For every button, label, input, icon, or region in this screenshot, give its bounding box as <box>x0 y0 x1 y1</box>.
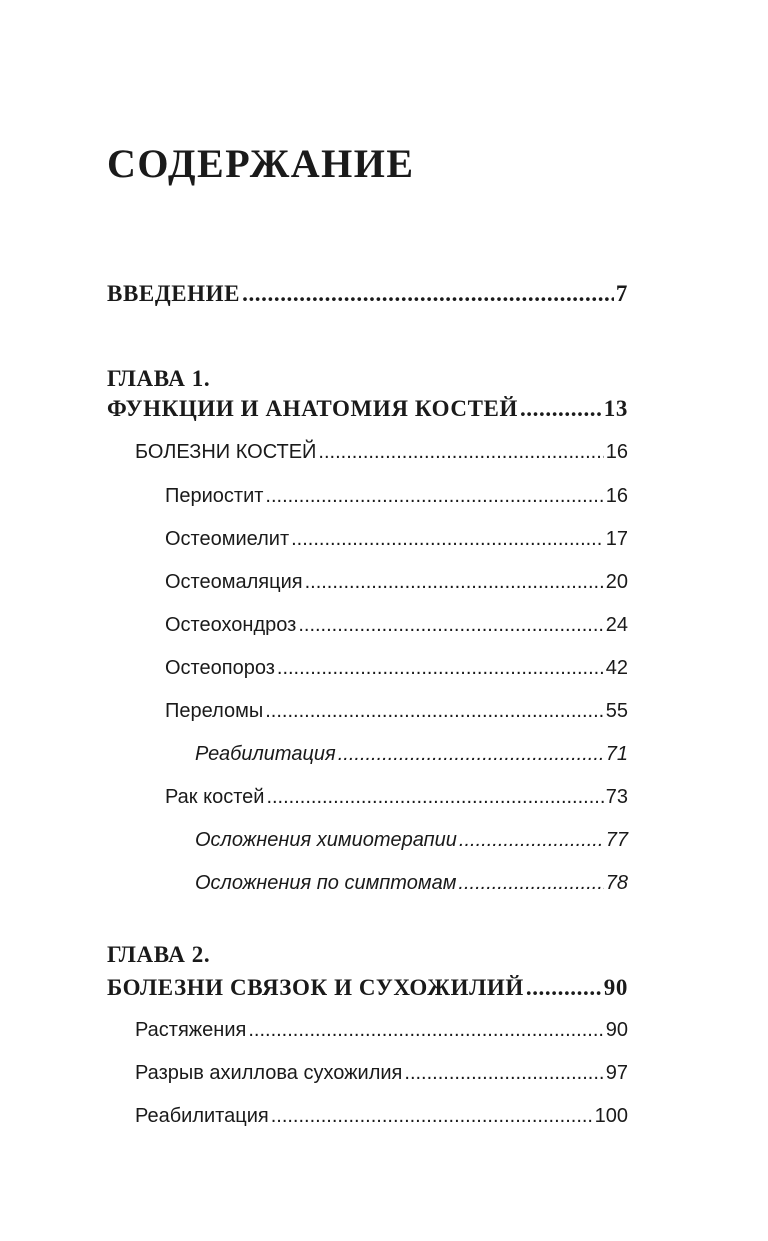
toc-page-number: 7 <box>615 281 628 306</box>
dot-leader <box>459 829 604 852</box>
toc-page-number: 13 <box>603 396 628 421</box>
toc-page-number: 24 <box>605 614 628 636</box>
toc-page-number: 71 <box>605 743 628 765</box>
toc-entry-label: Разрыв ахиллова сухожилия <box>135 1062 403 1084</box>
dot-leader <box>291 528 604 551</box>
dot-leader <box>265 485 603 508</box>
chapter-2-label: ГЛАВА 2. <box>107 942 211 967</box>
toc-page-number: 73 <box>605 786 628 808</box>
dot-leader <box>271 1105 593 1128</box>
toc-entry-label: Рак костей <box>165 786 265 808</box>
dot-leader <box>242 281 614 307</box>
toc-page-number: 16 <box>605 485 628 507</box>
dot-leader <box>318 441 603 464</box>
toc-entry-bone-cancer[interactable] <box>165 786 628 809</box>
toc-entry-bone-diseases[interactable] <box>135 441 628 464</box>
toc-page-number: 20 <box>605 571 628 593</box>
toc-page-number: 90 <box>603 975 628 1000</box>
toc-entry-label: Реабилитация <box>195 743 336 765</box>
toc-entry-label: Переломы <box>165 700 264 722</box>
toc-page-number: 55 <box>605 700 628 722</box>
dot-leader <box>298 614 603 637</box>
dot-leader <box>338 743 604 766</box>
dot-leader <box>520 396 602 422</box>
toc-entry-osteomyelitis[interactable] <box>165 528 628 551</box>
toc-entry-label: ВВЕДЕНИЕ <box>107 281 241 306</box>
toc-page-number: 77 <box>605 829 628 851</box>
dot-leader <box>305 571 604 594</box>
toc-entry-introduction[interactable] <box>107 281 628 307</box>
toc-entry-fracture-rehabilitation[interactable] <box>195 743 628 766</box>
toc-entry-osteochondrosis[interactable] <box>165 614 628 637</box>
page-title: СОДЕРЖАНИЕ <box>107 141 415 186</box>
toc-entry-complications-by-symptom[interactable] <box>195 872 628 895</box>
toc-page-number: 100 <box>594 1105 628 1127</box>
dot-leader <box>248 1019 603 1042</box>
toc-page-number: 42 <box>605 657 628 679</box>
toc-entry-label: Остеопороз <box>165 657 275 679</box>
toc-page-number: 16 <box>605 441 628 463</box>
toc-page-number: 97 <box>605 1062 628 1084</box>
toc-page-number: 78 <box>605 872 628 894</box>
toc-entry-periostitis[interactable] <box>165 485 628 508</box>
dot-leader <box>526 975 602 1001</box>
toc-entry-label: ФУНКЦИИ И АНАТОМИЯ КОСТЕЙ <box>107 396 518 421</box>
dot-leader <box>458 872 603 895</box>
chapter-1-label: ГЛАВА 1. <box>107 366 211 391</box>
toc-entry-osteomalacia[interactable] <box>165 571 628 594</box>
toc-entry-ligament-rehabilitation[interactable] <box>135 1105 628 1128</box>
toc-entry-label: Растяжения <box>135 1019 247 1041</box>
toc-entry-chapter-1[interactable] <box>107 396 628 422</box>
dot-leader <box>404 1062 603 1085</box>
dot-leader <box>266 786 603 809</box>
toc-entry-label: Периостит <box>165 485 264 507</box>
toc-page-number: 90 <box>605 1019 628 1041</box>
toc-entry-label: Осложнения по симптомам <box>195 872 457 894</box>
toc-entry-label: Остеомиелит <box>165 528 290 550</box>
toc-entry-label: Реабилитация <box>135 1105 269 1127</box>
toc-entry-osteoporosis[interactable] <box>165 657 628 680</box>
dot-leader <box>265 700 604 723</box>
toc-entry-fractures[interactable] <box>165 700 628 723</box>
dot-leader <box>277 657 604 680</box>
toc-entry-chapter-2[interactable] <box>107 975 628 1001</box>
toc-entry-label: Осложнения химиотерапии <box>195 829 457 851</box>
toc-entry-label: БОЛЕЗНИ СВЯЗОК И СУХОЖИЛИЙ <box>107 975 524 1000</box>
toc-entry-label: БОЛЕЗНИ КОСТЕЙ <box>135 441 317 463</box>
toc-entry-chemotherapy-complications[interactable] <box>195 829 628 852</box>
toc-entry-label: Остеохондроз <box>165 614 297 636</box>
toc-entry-label: Остеомаляция <box>165 571 303 593</box>
toc-entry-achilles-rupture[interactable] <box>135 1062 628 1085</box>
toc-entry-sprains[interactable] <box>135 1019 628 1042</box>
toc-page-number: 17 <box>605 528 628 550</box>
